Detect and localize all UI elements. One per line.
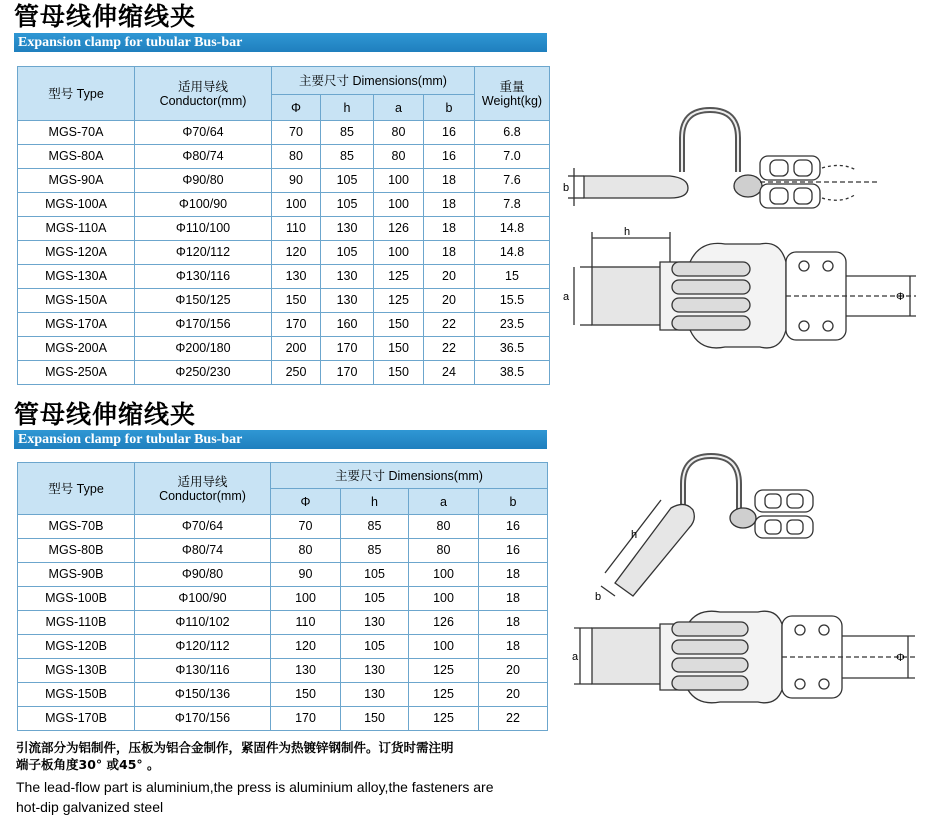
table-cell: MGS-130B bbox=[18, 659, 135, 683]
table-cell: 100 bbox=[409, 635, 479, 659]
table-a-body bbox=[18, 121, 550, 385]
header-phi-b: Φ bbox=[271, 489, 341, 515]
table-cell: Φ80/74 bbox=[135, 145, 272, 169]
table-cell: 170 bbox=[272, 313, 321, 337]
table-cell: 130 bbox=[272, 265, 321, 289]
note-cn-line2: 端子板角度30° 或45° 。 bbox=[16, 757, 160, 772]
table-cell: Φ110/102 bbox=[135, 611, 271, 635]
table-cell: Φ130/116 bbox=[135, 659, 271, 683]
note-en-line1: The lead-flow part is aluminium,the press is aluminium alloy,the fasteners are bbox=[16, 779, 494, 795]
table-cell: 126 bbox=[409, 611, 479, 635]
table-cell: 22 bbox=[479, 707, 548, 731]
table-cell: 150 bbox=[374, 361, 424, 385]
header-conductor-en-b: Conductor(mm) bbox=[159, 488, 246, 503]
table-cell: 110 bbox=[271, 611, 341, 635]
table-cell: 125 bbox=[374, 289, 424, 313]
note-en bbox=[16, 777, 576, 817]
spec-table-b bbox=[17, 462, 548, 731]
table-cell: 24 bbox=[424, 361, 475, 385]
table-cell: MGS-120A bbox=[18, 241, 135, 265]
table-cell: 170 bbox=[271, 707, 341, 731]
table-cell: Φ120/112 bbox=[135, 635, 271, 659]
table-cell: 7.8 bbox=[475, 193, 550, 217]
header-phi: Φ bbox=[272, 95, 321, 121]
table-cell: MGS-90B bbox=[18, 563, 135, 587]
table-cell: MGS-150A bbox=[18, 289, 135, 313]
table-cell: 38.5 bbox=[475, 361, 550, 385]
dim-label-b-b: b bbox=[595, 591, 602, 603]
table-cell: MGS-80A bbox=[18, 145, 135, 169]
table-cell: MGS-250A bbox=[18, 361, 135, 385]
table-cell: 130 bbox=[321, 265, 374, 289]
table-cell: 20 bbox=[424, 289, 475, 313]
table-row bbox=[18, 683, 548, 707]
table-cell: 18 bbox=[479, 563, 548, 587]
table-row bbox=[18, 121, 550, 145]
table-cell: 22 bbox=[424, 337, 475, 361]
table-row bbox=[18, 289, 550, 313]
table-cell: 14.8 bbox=[475, 217, 550, 241]
table-cell: 105 bbox=[341, 563, 409, 587]
dim-label-h-b: h bbox=[631, 529, 638, 541]
clamp-side-view-drawing-a bbox=[560, 222, 920, 367]
section-a-title-bar: Expansion clamp for tubular Bus-bar bbox=[14, 33, 547, 52]
table-cell: 150 bbox=[341, 707, 409, 731]
table-cell: Φ170/156 bbox=[135, 313, 272, 337]
note-en-line2: hot-dip galvanized steel bbox=[16, 799, 164, 815]
table-cell: MGS-70B bbox=[18, 515, 135, 539]
table-cell: 120 bbox=[272, 241, 321, 265]
table-row bbox=[18, 241, 550, 265]
table-cell: 250 bbox=[272, 361, 321, 385]
table-cell: 130 bbox=[321, 217, 374, 241]
table-cell: 18 bbox=[424, 241, 475, 265]
table-cell: 105 bbox=[321, 241, 374, 265]
table-cell: 100 bbox=[374, 169, 424, 193]
note-cn-line1: 引流部分为铝制件，压板为铝合金制作，紧固件为热镀锌钢制件。订货时需注明 bbox=[16, 740, 454, 755]
table-cell: 110 bbox=[272, 217, 321, 241]
table-cell: MGS-150B bbox=[18, 683, 135, 707]
header-dimensions-b: 主要尺寸 Dimensions(mm) bbox=[271, 463, 548, 489]
table-cell: Φ110/100 bbox=[135, 217, 272, 241]
header-conductor-b bbox=[135, 463, 271, 515]
dim-label-phi-a: Φ bbox=[896, 291, 905, 303]
header-a: a bbox=[374, 95, 424, 121]
table-cell: 85 bbox=[321, 145, 374, 169]
table-cell: 100 bbox=[374, 241, 424, 265]
table-cell: Φ100/90 bbox=[135, 193, 272, 217]
table-cell: 126 bbox=[374, 217, 424, 241]
table-cell: 18 bbox=[479, 611, 548, 635]
header-type: 型号 Type bbox=[18, 67, 135, 121]
table-cell: 80 bbox=[374, 121, 424, 145]
table-cell: 18 bbox=[479, 587, 548, 611]
table-cell: 70 bbox=[272, 121, 321, 145]
note-cn bbox=[16, 739, 556, 773]
dim-label-a-b: a bbox=[572, 651, 579, 663]
table-cell: 22 bbox=[424, 313, 475, 337]
table-cell: 7.0 bbox=[475, 145, 550, 169]
table-b-body bbox=[18, 515, 548, 731]
table-cell: MGS-100A bbox=[18, 193, 135, 217]
table-cell: 100 bbox=[374, 193, 424, 217]
table-row bbox=[18, 217, 550, 241]
table-row bbox=[18, 707, 548, 731]
clamp-top-view-drawing-b bbox=[575, 448, 835, 613]
table-cell: MGS-130A bbox=[18, 265, 135, 289]
header-weight-en: Weight(kg) bbox=[481, 93, 543, 108]
table-cell: Φ90/80 bbox=[135, 169, 272, 193]
header-b-b: b bbox=[479, 489, 548, 515]
table-cell: 130 bbox=[321, 289, 374, 313]
section-b-title-bar: Expansion clamp for tubular Bus-bar bbox=[14, 430, 547, 449]
table-cell: 20 bbox=[479, 659, 548, 683]
table-row bbox=[18, 611, 548, 635]
header-weight-cn: 重量 bbox=[499, 79, 525, 94]
table-cell: Φ150/125 bbox=[135, 289, 272, 313]
table-cell: Φ150/136 bbox=[135, 683, 271, 707]
table-cell: Φ250/230 bbox=[135, 361, 272, 385]
table-cell: MGS-110A bbox=[18, 217, 135, 241]
header-conductor-en: Conductor(mm) bbox=[159, 93, 247, 108]
table-cell: 160 bbox=[321, 313, 374, 337]
table-cell: MGS-90A bbox=[18, 169, 135, 193]
table-row bbox=[18, 193, 550, 217]
table-cell: 16 bbox=[479, 539, 548, 563]
table-cell: 16 bbox=[424, 121, 475, 145]
header-weight bbox=[475, 67, 550, 121]
table-cell: 80 bbox=[409, 515, 479, 539]
table-cell: 36.5 bbox=[475, 337, 550, 361]
table-cell: 85 bbox=[321, 121, 374, 145]
header-a-b: a bbox=[409, 489, 479, 515]
table-cell: 130 bbox=[271, 659, 341, 683]
table-cell: MGS-200A bbox=[18, 337, 135, 361]
table-cell: MGS-70A bbox=[18, 121, 135, 145]
section-b-title-cn: 管母线伸缩线夹 bbox=[14, 400, 197, 429]
table-cell: 125 bbox=[374, 265, 424, 289]
table-cell: 105 bbox=[321, 169, 374, 193]
table-cell: 16 bbox=[424, 145, 475, 169]
header-conductor-cn: 适用导线 bbox=[177, 79, 228, 94]
table-cell: 18 bbox=[424, 217, 475, 241]
table-cell: 15 bbox=[475, 265, 550, 289]
table-cell: MGS-170A bbox=[18, 313, 135, 337]
table-row bbox=[18, 169, 550, 193]
table-row bbox=[18, 563, 548, 587]
table-cell: 200 bbox=[272, 337, 321, 361]
table-cell: Φ120/112 bbox=[135, 241, 272, 265]
table-cell: 125 bbox=[409, 707, 479, 731]
table-cell: Φ100/90 bbox=[135, 587, 271, 611]
table-row bbox=[18, 515, 548, 539]
table-cell: Φ170/156 bbox=[135, 707, 271, 731]
header-b: b bbox=[424, 95, 475, 121]
table-cell: 6.8 bbox=[475, 121, 550, 145]
header-h: h bbox=[321, 95, 374, 121]
table-cell: MGS-80B bbox=[18, 539, 135, 563]
table-row bbox=[18, 587, 548, 611]
table-cell: 80 bbox=[272, 145, 321, 169]
table-cell: 100 bbox=[272, 193, 321, 217]
table-cell: 130 bbox=[341, 659, 409, 683]
table-cell: 80 bbox=[409, 539, 479, 563]
clamp-top-view-drawing-a bbox=[560, 98, 900, 218]
header-type-b: 型号 Type bbox=[18, 463, 135, 515]
table-cell: 105 bbox=[341, 635, 409, 659]
header-h-b: h bbox=[341, 489, 409, 515]
table-row bbox=[18, 539, 548, 563]
table-cell: MGS-170B bbox=[18, 707, 135, 731]
table-cell: 125 bbox=[409, 683, 479, 707]
table-cell: 80 bbox=[374, 145, 424, 169]
table-cell: 150 bbox=[374, 337, 424, 361]
table-cell: 105 bbox=[321, 193, 374, 217]
clamp-side-view-drawing-b bbox=[570, 608, 920, 708]
header-dimensions: 主要尺寸 Dimensions(mm) bbox=[272, 67, 475, 95]
dim-label-phi-b: Φ bbox=[896, 652, 905, 664]
table-cell: Φ80/74 bbox=[135, 539, 271, 563]
table-cell: 20 bbox=[424, 265, 475, 289]
table-cell: 100 bbox=[409, 587, 479, 611]
table-cell: Φ70/64 bbox=[135, 121, 272, 145]
table-cell: 18 bbox=[424, 169, 475, 193]
dim-label-a-a: a bbox=[563, 291, 570, 303]
header-conductor bbox=[135, 67, 272, 121]
table-cell: 90 bbox=[271, 563, 341, 587]
table-cell: 14.8 bbox=[475, 241, 550, 265]
dim-label-h-a: h bbox=[624, 226, 631, 238]
table-cell: 85 bbox=[341, 515, 409, 539]
table-cell: 150 bbox=[374, 313, 424, 337]
table-row bbox=[18, 313, 550, 337]
table-row bbox=[18, 265, 550, 289]
section-a-title-cn: 管母线伸缩线夹 bbox=[14, 2, 197, 31]
table-cell: 23.5 bbox=[475, 313, 550, 337]
table-cell: Φ130/116 bbox=[135, 265, 272, 289]
table-cell: 130 bbox=[341, 611, 409, 635]
table-cell: 18 bbox=[479, 635, 548, 659]
table-cell: Φ200/180 bbox=[135, 337, 272, 361]
table-cell: 7.6 bbox=[475, 169, 550, 193]
table-cell: 16 bbox=[479, 515, 548, 539]
header-conductor-cn-b: 适用导线 bbox=[177, 474, 228, 489]
table-cell: 150 bbox=[272, 289, 321, 313]
table-row bbox=[18, 337, 550, 361]
table-cell: 100 bbox=[271, 587, 341, 611]
table-cell: 150 bbox=[271, 683, 341, 707]
table-cell: 170 bbox=[321, 361, 374, 385]
table-cell: 120 bbox=[271, 635, 341, 659]
table-cell: 80 bbox=[271, 539, 341, 563]
table-cell: 130 bbox=[341, 683, 409, 707]
table-cell: 18 bbox=[424, 193, 475, 217]
table-cell: 20 bbox=[479, 683, 548, 707]
table-cell: 15.5 bbox=[475, 289, 550, 313]
table-cell: 100 bbox=[409, 563, 479, 587]
table-cell: MGS-110B bbox=[18, 611, 135, 635]
table-cell: Φ90/80 bbox=[135, 563, 271, 587]
table-cell: 170 bbox=[321, 337, 374, 361]
table-cell: 70 bbox=[271, 515, 341, 539]
table-cell: Φ70/64 bbox=[135, 515, 271, 539]
table-row bbox=[18, 145, 550, 169]
table-cell: 105 bbox=[341, 587, 409, 611]
table-row bbox=[18, 361, 550, 385]
table-row bbox=[18, 635, 548, 659]
table-row bbox=[18, 659, 548, 683]
table-cell: 90 bbox=[272, 169, 321, 193]
table-cell: 125 bbox=[409, 659, 479, 683]
table-cell: MGS-120B bbox=[18, 635, 135, 659]
table-cell: 85 bbox=[341, 539, 409, 563]
dim-label-b-a: b bbox=[563, 182, 570, 194]
spec-table-a bbox=[17, 66, 550, 385]
table-cell: MGS-100B bbox=[18, 587, 135, 611]
